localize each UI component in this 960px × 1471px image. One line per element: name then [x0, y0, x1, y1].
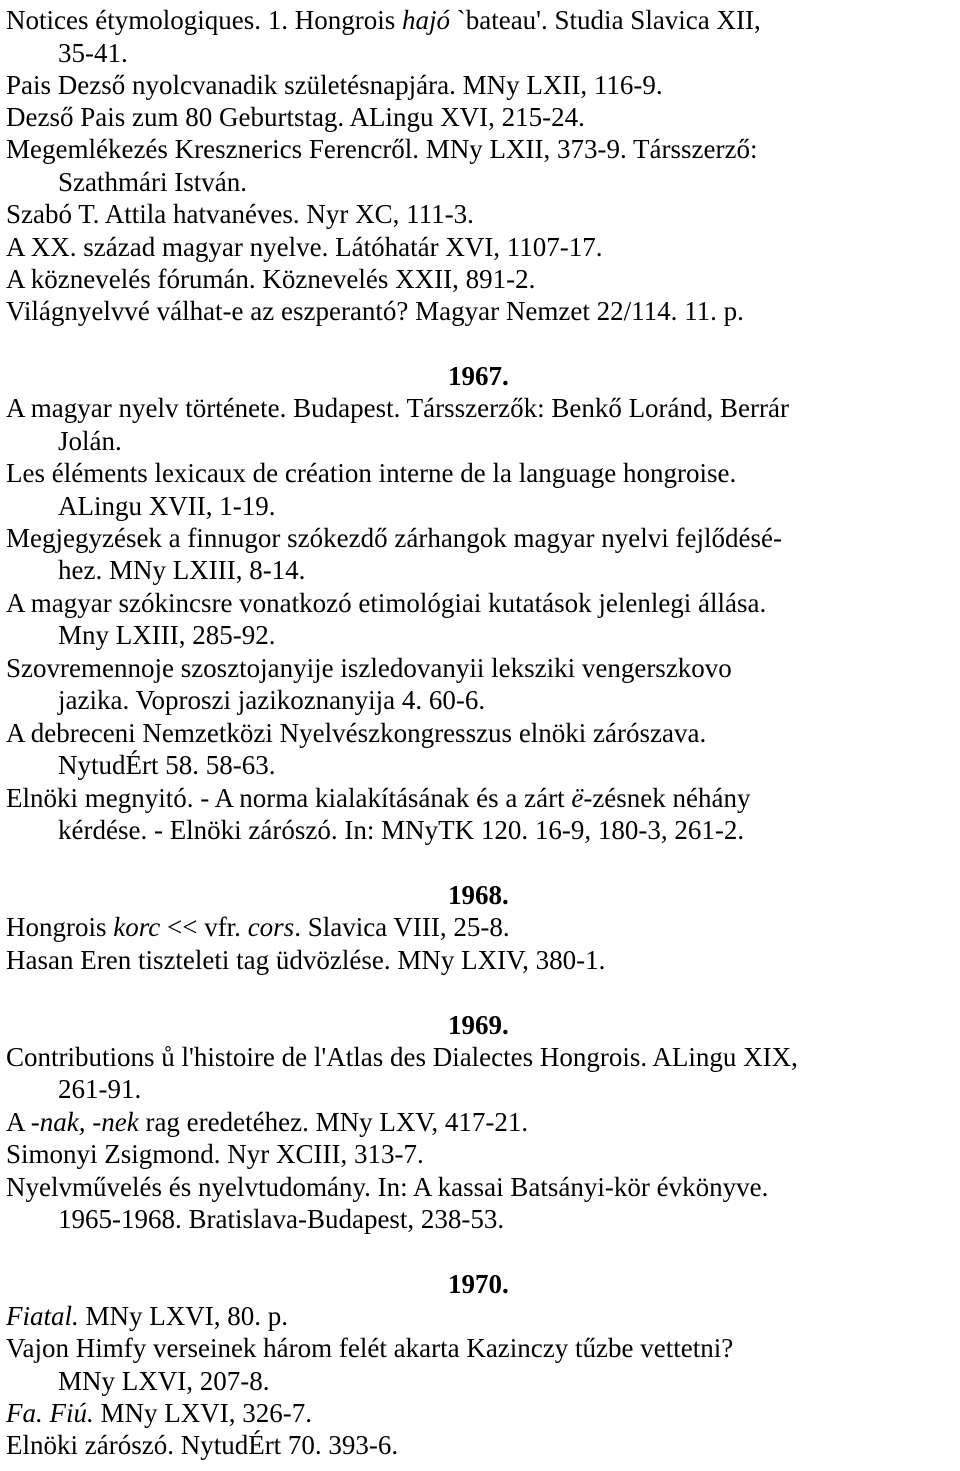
text-segment: A XX. század magyar nyelve. Látóhatár XVI, 1107-17. — [6, 232, 603, 262]
text-segment: Szathmári István. — [58, 167, 247, 197]
text-segment: Hongrois — [6, 912, 114, 942]
bibliography-line — [6, 1106, 528, 1138]
bibliography-line — [58, 554, 305, 586]
text-segment: Simonyi Zsigmond. Nyr XCIII, 313-7. — [6, 1139, 424, 1169]
italic-text: ë — [571, 783, 584, 813]
text-segment: -zésnek néhány — [583, 783, 751, 813]
bibliography-line — [6, 101, 585, 133]
text-segment: A debreceni Nemzetközi Nyelvészkongresszus elnöki zárószava. — [6, 718, 707, 748]
text-segment: A — [6, 1107, 31, 1137]
text-segment: Megemlékezés Kresznerics Ferencről. MNy LXII, 373-9. Társszerző: — [6, 134, 758, 164]
text-segment: << vfr. — [160, 912, 248, 942]
bibliography-line — [6, 392, 789, 424]
bibliography-line — [6, 69, 663, 101]
year-heading: 1970. — [448, 1269, 509, 1299]
year-heading: 1968. — [448, 880, 509, 910]
text-segment: `bateau'. Studia Slavica XII, — [449, 5, 761, 35]
italic-text: cors — [247, 912, 295, 942]
text-segment: Elnöki zárószó. NytudÉrt 70. 393-6. — [6, 1430, 399, 1460]
text-segment: A magyar nyelv története. Budapest. Társszerzők: Benkő Loránd, Berrár — [6, 393, 789, 423]
bibliography-line — [6, 944, 605, 976]
text-segment: ALingu XVII, 1-19. — [58, 491, 276, 521]
text-segment: Hasan Eren tiszteleti tag üdvözlése. MNy LXIV, 380-1. — [6, 945, 606, 975]
text-segment: Szabó T. Attila hatvanéves. Nyr XC, 111-3. — [6, 199, 474, 229]
text-segment: Megjegyzések a finnugor szókezdő zárhangok magyar nyelvi fejlődésé- — [6, 523, 782, 553]
text-segment: NytudÉrt 58. 58-63. — [58, 750, 276, 780]
bibliography-line — [6, 652, 732, 684]
text-segment: 1965-1968. Bratislava-Budapest, 238-53. — [58, 1204, 505, 1234]
text-segment: Dezső Pais zum 80 Geburtstag. ALingu XVI, 215-24. — [6, 102, 585, 132]
text-segment: A köznevelés fórumán. Köznevelés XXII, 891-2. — [6, 264, 536, 294]
bibliography-line — [6, 231, 603, 263]
bibliography-line — [6, 1171, 768, 1203]
bibliography-line — [6, 1138, 424, 1170]
text-segment: Vajon Himfy verseinek három felét akarta Kazinczy tűzbe vettetni? — [6, 1333, 734, 1363]
text-segment: . Slavica VIII, 25-8. — [294, 912, 510, 942]
bibliography-line — [58, 490, 275, 522]
text-segment: rag eredetéhez. MNy LXV, 417-21. — [138, 1107, 529, 1137]
bibliography-line — [6, 522, 782, 554]
bibliography-line — [58, 814, 744, 846]
text-segment: MNy LXVI, 326-7. — [93, 1398, 312, 1428]
text-segment: MNy LXVI, 80. p. — [78, 1301, 288, 1331]
italic-text: Fiatal. — [6, 1301, 79, 1331]
bibliography-line — [6, 1300, 288, 1332]
text-segment: Notices étymologiques. 1. Hongrois — [6, 5, 402, 35]
bibliography-line — [58, 684, 485, 716]
year-heading: 1969. — [448, 1010, 509, 1040]
text-segment: Világnyelvvé válhat-e az eszperantó? Magyar Nemzet 22/114. 11. p. — [6, 296, 744, 326]
text-segment: MNy LXVI, 207-8. — [58, 1366, 270, 1396]
text-segment: 261-91. — [58, 1074, 142, 1104]
text-segment: Mny LXIII, 285-92. — [58, 620, 276, 650]
bibliography-line — [6, 1041, 798, 1073]
bibliography-line — [6, 717, 706, 749]
text-segment: 35-41. — [58, 38, 128, 68]
bibliography-line — [58, 749, 275, 781]
text-segment: Contributions ů l'histoire de l'Atlas des Dialectes Hongrois. ALingu XIX, — [6, 1042, 798, 1072]
text-segment: Szovremennoje szosztojanyije iszledovanyii lekszikі vengerszkovo — [6, 653, 732, 683]
bibliography-line — [58, 425, 122, 457]
text-segment: hez. MNy LXIII, 8-14. — [58, 555, 306, 585]
bibliography-line — [6, 1397, 312, 1429]
year-heading: 1967. — [448, 361, 509, 391]
bibliography-line — [6, 587, 766, 619]
bibliography-line — [6, 198, 474, 230]
italic-text: hajó — [401, 5, 450, 35]
text-segment: Nyelvművelés és nyelvtudomány. In: A kassai Batsányi-kör évkönyve. — [6, 1172, 769, 1202]
text-segment: Les éléments lexicaux de création interne de la language hongroise. — [6, 458, 737, 488]
bibliography-line — [58, 166, 247, 198]
bibliography-line — [6, 263, 535, 295]
bibliography-line — [58, 619, 275, 651]
bibliography-line — [6, 911, 510, 943]
text-segment: Pais Dezső nyolcvanadik születésnapjára. MNy LXII, 116-9. — [6, 70, 663, 100]
bibliography-line — [6, 133, 757, 165]
italic-text: -nak, -nek — [30, 1107, 139, 1137]
bibliography-line — [6, 1332, 733, 1364]
bibliography-line — [58, 37, 128, 69]
text-segment: Jolán. — [58, 426, 122, 456]
bibliography-line — [58, 1073, 141, 1105]
text-segment: A magyar szókincsre vonatkozó etimológiai kutatások jelenlegi állása. — [6, 588, 767, 618]
bibliography-line — [6, 782, 751, 814]
italic-text: korc — [113, 912, 161, 942]
bibliography-line — [6, 4, 761, 36]
text-segment: kérdése. - Elnöki zárószó. In: MNyTK 120. 16-9, 180-3, 261-2. — [58, 815, 745, 845]
text-segment: Elnöki megnyitó. - A norma kialakításának és a zárt — [6, 783, 572, 813]
bibliography-line — [58, 1365, 269, 1397]
bibliography-line — [6, 457, 736, 489]
text-segment: jazika. Voproszi jazikoznanyija 4. 60-6. — [58, 685, 486, 715]
italic-text: Fa. Fiú. — [6, 1398, 94, 1428]
bibliography-line — [6, 295, 744, 327]
bibliography-line — [6, 1429, 398, 1461]
bibliography-line — [58, 1203, 504, 1235]
